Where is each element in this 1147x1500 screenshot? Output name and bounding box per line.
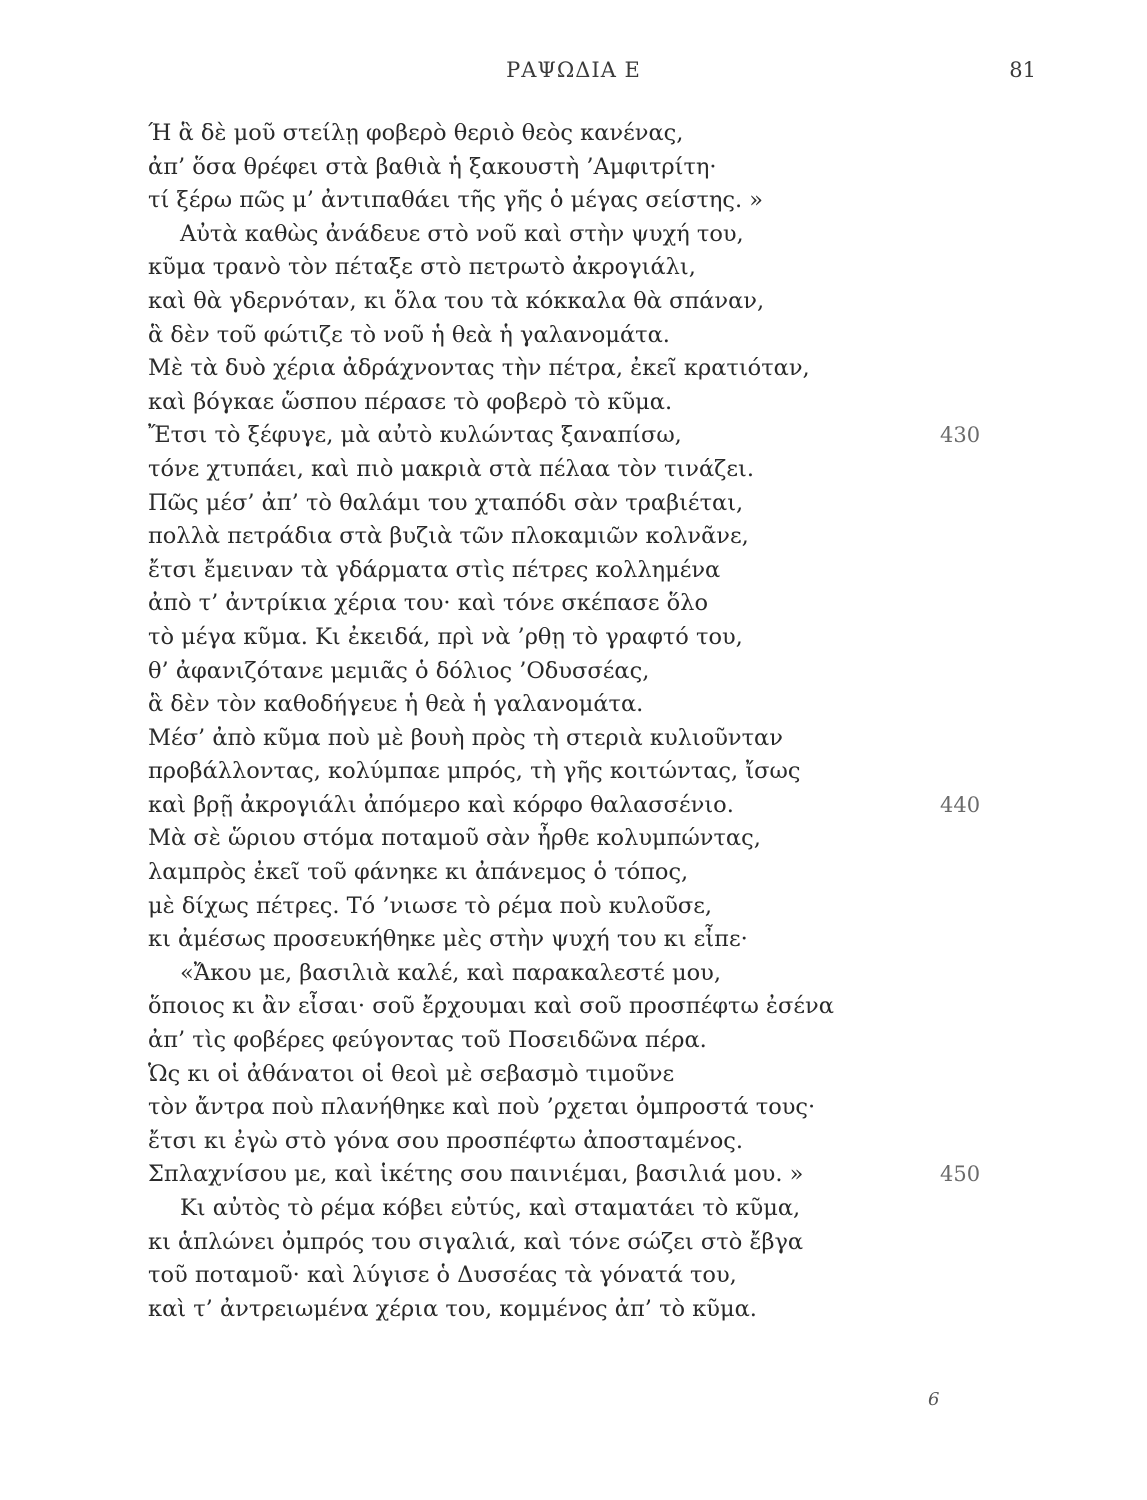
verse-line — [148, 151, 1028, 185]
verse-text: Μέσ’ ἀπὸ κῦμα ποὺ μὲ βουὴ πρὸς τὴ στεριὰ κυλιοῦνταν — [148, 724, 783, 751]
verse-line — [148, 890, 1028, 924]
verse-text: καὶ τ’ ἀντρειωμένα χέρια του, κομμένος ἀπ’ τὸ κῦμα. — [148, 1295, 757, 1322]
verse-text: Αὐτὰ καθὼς ἀνάδευε στὸ νοῦ καὶ στὴν ψυχή του, — [180, 220, 744, 247]
verse-text: τὸ μέγα κῦμα. Κι ἐκειδά, πρὶ νὰ ’ρθῃ τὸ γραφτό του, — [148, 623, 743, 650]
verse-line — [148, 1058, 1028, 1092]
verse-text: ἔτσι κι ἐγὼ στὸ γόνα σου προσπέφτω ἀποσταμένος. — [148, 1127, 744, 1154]
verse-block — [148, 117, 1028, 1326]
verse-text: κι ἀμέσως προσευκήθηκε μὲς στὴν ψυχή του κι εἶπε· — [148, 926, 748, 953]
verse-text: ἃ δὲν τὸν καθοδήγευε ἡ θεὰ ἡ γαλανομάτα. — [148, 691, 644, 718]
verse-line — [148, 285, 1028, 319]
verse-line — [148, 1226, 1028, 1260]
verse-line — [148, 453, 1028, 487]
verse-text: τοῦ ποταμοῦ· καὶ λύγισε ὁ Δυσσέας τὰ γόνατά του, — [148, 1262, 737, 1289]
verse-line — [148, 755, 1028, 789]
chapter-title: ΡΑΨΩΔΙΑ Ε — [506, 58, 641, 82]
verse-line — [148, 621, 1028, 655]
verse-text: Ἔτσι τὸ ξέφυγε, μὰ αὐτὸ κυλώντας ξαναπίσω, — [148, 422, 682, 449]
verse-line — [148, 1158, 1028, 1192]
verse-text: ἀπ’ τὶς φοβέρες φεύγοντας τοῦ Ποσειδῶνα πέρα. — [148, 1027, 707, 1054]
verse-line — [148, 352, 1028, 386]
verse-line — [148, 688, 1028, 722]
verse-text: λαμπρὸς ἐκεῖ τοῦ φάνηκε κι ἀπάνεμος ὁ τόπος, — [148, 859, 689, 886]
verse-line — [148, 251, 1028, 285]
verse-text: Πῶς μέσ’ ἀπ’ τὸ θαλάμι του χταπόδι σὰν τραβιέται, — [148, 489, 744, 516]
verse-line — [148, 587, 1028, 621]
verse-line — [148, 1091, 1028, 1125]
verse-line — [148, 1024, 1028, 1058]
verse-line — [148, 218, 1028, 252]
page-number: 81 — [1009, 58, 1036, 82]
verse-line — [148, 822, 1028, 856]
verse-text: ἔτσι ἔμειναν τὰ γδάρματα στὶς πέτρες κολλημένα — [148, 556, 721, 583]
verse-line — [148, 419, 1028, 453]
verse-line — [148, 1192, 1028, 1226]
verse-text: ἃ δὲν τοῦ φώτιζε τὸ νοῦ ἡ θεὰ ἡ γαλανομάτα. — [148, 321, 670, 348]
verse-text: καὶ βόγκαε ὥσπου πέρασε τὸ φοβερὸ τὸ κῦμα. — [148, 388, 673, 415]
verse-line — [148, 520, 1028, 554]
verse-text: τὸν ἄντρα ποὺ πλανήθηκε καὶ ποὺ ’ρχεται ὀμπροστά τους· — [148, 1094, 816, 1121]
verse-text: μὲ δίχως πέτρες. Τό ’νιωσε τὸ ρέμα ποὺ κυλοῦσε, — [148, 892, 713, 919]
signature-mark: 6 — [928, 1389, 940, 1410]
verse-text: προβάλλοντας, κολύμπαε μπρός, τὴ γῆς κοιτώντας, ἴσως — [148, 758, 801, 785]
verse-text: «Ἄκου με, βασιλιὰ καλέ, καὶ παρακαλεστέ μου, — [180, 959, 722, 986]
verse-text: θ’ ἀφανιζότανε μεμιᾶς ὁ δόλιος ’Οδυσσέας, — [148, 657, 650, 684]
line-number: 450 — [940, 1162, 981, 1187]
verse-text: Ὡς κι οἱ ἀθάνατοι οἱ θεοὶ μὲ σεβασμὸ τιμοῦνε — [148, 1060, 675, 1087]
line-number: 440 — [940, 792, 981, 817]
verse-line — [148, 554, 1028, 588]
verse-line — [148, 957, 1028, 991]
verse-text: Κι αὐτὸς τὸ ρέμα κόβει εὐτύς, καὶ σταματάει τὸ κῦμα, — [180, 1195, 801, 1221]
verse-text: Μὲ τὰ δυὸ χέρια ἀδράχνοντας τὴν πέτρα, ἐκεῖ κρατιόταν, — [148, 355, 810, 382]
verse-text: καὶ βρῇ ἀκρογιάλι ἀπόμερο καὶ κόρφο θαλασσένιο. — [148, 791, 734, 818]
verse-line — [148, 655, 1028, 689]
verse-text: ἀπ’ ὅσα θρέφει στὰ βαθιὰ ἡ ξακουστὴ ’Αμφιτρίτη· — [148, 153, 717, 180]
verse-text: Ή ἃ δὲ μοῦ στείλῃ φοβερὸ θεριὸ θεὸς κανένας, — [148, 120, 684, 146]
verse-line — [148, 184, 1028, 218]
verse-line — [148, 990, 1028, 1024]
verse-line — [148, 1125, 1028, 1159]
verse-text: ὅποιος κι ἂν εἶσαι· σοῦ ἔρχουμαι καὶ σοῦ προσπέφτω ἐσένα — [148, 993, 834, 1020]
verse-text: Μὰ σὲ ὥριου στόμα ποταμοῦ σὰν ἦρθε κολυμπώντας, — [148, 825, 761, 852]
verse-line — [148, 1259, 1028, 1293]
verse-text: Σπλαχνίσου με, καὶ ἱκέτης σου παινιέμαι, βασιλιά μου. » — [148, 1161, 804, 1188]
verse-line — [148, 722, 1028, 756]
running-head — [0, 58, 1147, 94]
verse-text: πολλὰ πετράδια στὰ βυζιὰ τῶν πλοκαμιῶν κολνᾶνε, — [148, 523, 749, 550]
verse-line — [148, 923, 1028, 957]
verse-text: τόνε χτυπάει, καὶ πιὸ μακριὰ στὰ πέλαα τὸν τινάζει. — [148, 455, 755, 482]
verse-text: ἀπὸ τ’ ἀντρίκια χέρια του· καὶ τόνε σκέπασε ὅλο — [148, 590, 708, 617]
verse-line — [148, 1293, 1028, 1327]
verse-line — [148, 789, 1028, 823]
verse-line — [148, 386, 1028, 420]
verse-text: καὶ θὰ γδερνόταν, κι ὅλα του τὰ κόκκαλα θὰ σπάναν, — [148, 287, 765, 314]
verse-text: κῦμα τρανὸ τὸν πέταξε στὸ πετρωτὸ ἀκρογιάλι, — [148, 254, 696, 281]
verse-line — [148, 487, 1028, 521]
verse-line — [148, 856, 1028, 890]
verse-line — [148, 319, 1028, 353]
verse-text: τί ξέρω πῶς μ’ ἀντιπαθάει τῆς γῆς ὁ μέγας σείστης. » — [148, 187, 764, 214]
verse-line — [148, 117, 1028, 151]
line-number: 430 — [940, 423, 981, 448]
verse-text: κι ἁπλώνει ὀμπρός του σιγαλιά, καὶ τόνε σώζει στὸ ἔβγα — [148, 1228, 804, 1255]
